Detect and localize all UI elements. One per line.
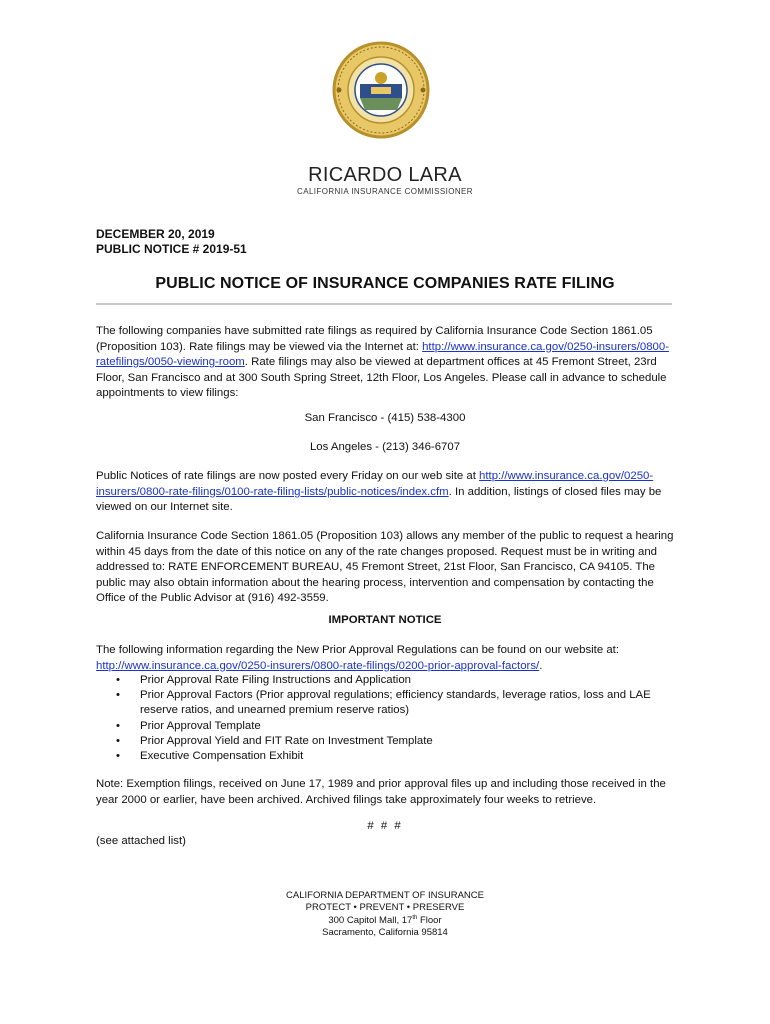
title-divider (96, 303, 672, 305)
list-item-label: Executive Compensation Exhibit (140, 750, 304, 763)
intro-paragraph (96, 324, 676, 402)
footer-street-text: 300 Capitol Mall, 17 (328, 915, 413, 927)
prior-approval-factors-link[interactable]: http://www.insurance.ca.gov/0250-insurers/0800-rate-filings/0200-prior-approval-factors/ (96, 659, 540, 672)
regulations-text-1: The following information regarding the New Prior Approval Regulations can be found on our website at: (96, 644, 620, 656)
notice-date: DECEMBER 20, 2019 (96, 227, 215, 241)
prior-approval-list (96, 673, 676, 764)
web-notices-text-1: Public Notices of rate filings are now posted every Friday on our web site at (96, 470, 480, 482)
list-item (96, 673, 676, 688)
regulations-paragraph (96, 643, 676, 674)
phone-los-angeles: Los Angeles - (213) 346-6707 (309, 441, 461, 453)
list-item (96, 749, 676, 764)
footer-city: Sacramento, California 95814 (322, 926, 448, 938)
footer-street-ordinal: th (412, 915, 418, 922)
intro-text-1: The following companies have submitted rate filings as required by California Insurance Code Section 1861.05 (Proposition 103). Rate filings may be viewed via the Internet at: (96, 325, 653, 353)
list-item-label: Prior Approval Yield and FIT Rate on Investment Template (140, 734, 433, 747)
footer-motto: PROTECT • PREVENT • PRESERVE (305, 901, 465, 913)
footer-address (0, 890, 770, 939)
web-notices-text-2: . In addition, listings of closed files may be viewed on our Internet site. (96, 485, 662, 513)
bullet-icon: • (116, 734, 120, 747)
regulations-text-2: . (539, 659, 543, 672)
footer-street-floor: Floor (417, 915, 442, 927)
section-end-marker: # # # (367, 820, 403, 832)
list-item-label: Prior Approval Factors (Prior approval regulations; efficiency standards, leverage ratios, loss and LAE reserve ratios, and unearned premium reserve ratios) (140, 689, 651, 717)
phone-san-francisco: San Francisco - (415) 538-4300 (304, 412, 466, 424)
web-notices-paragraph (96, 469, 676, 516)
bullet-icon: • (116, 689, 120, 702)
archive-note: Note: Exemption filings, received on June 17, 1989 and prior approval files up and including those received in the year 2000 or earlier, have been archived. Archived filings take approximately four weeks to retrieve. (96, 778, 666, 806)
list-item (96, 734, 676, 749)
intro-text-2: . Rate filings may also be viewed at department offices at 45 Fremont Street, 23rd Floor, San Francisco and at 300 South Spring Street, 12th Floor, Los Angeles. Please call in advance to schedule appointments to view filings: (96, 356, 667, 399)
viewing-room-link[interactable]: http://www.insurance.ca.gov/0250-insurers/0800-ratefilings/0050-viewing-room (96, 340, 670, 368)
bullet-icon: • (116, 719, 120, 732)
list-item-label: Prior Approval Template (140, 719, 261, 732)
list-item-label: Prior Approval Rate Filing Instructions and Application (140, 674, 411, 686)
notice-number: PUBLIC NOTICE # 2019-51 (96, 242, 247, 256)
important-notice-heading: IMPORTANT NOTICE (328, 614, 442, 626)
bullet-icon: • (116, 750, 120, 763)
attached-list-note: (see attached list) (96, 835, 186, 847)
page-title: PUBLIC NOTICE OF INSURANCE COMPANIES RATE FILING (155, 275, 615, 292)
commissioner-title: CALIFORNIA INSURANCE COMMISSIONER (297, 187, 473, 196)
commissioner-name: RICARDO LARA (308, 164, 462, 186)
list-item (96, 719, 676, 734)
hearing-paragraph: California Insurance Code Section 1861.05 (Proposition 103) allows any member of the public to request a hearing within 45 days from the date of this notice on any of the rate changes proposed. Request must be in writing and addressed to: RATE ENFORCEMENT BUREAU, 45 Fremont Street, 21st Floor, San Francisco, CA 94105. The public may also obtain information about the hearing process, intervention and compensation by contacting the Office of the Public Advisor at (916) 492-3559. (96, 530, 674, 604)
public-notices-link[interactable]: http://www.insurance.ca.gov/0250-insurers/0800-rate-filings/0100-rate-filing-lists/public-notices/index.cfm (96, 470, 654, 498)
footer-department: CALIFORNIA DEPARTMENT OF INSURANCE (286, 890, 484, 901)
california-insurance-seal-icon (331, 40, 431, 140)
bullet-icon: • (116, 674, 120, 686)
footer-street (0, 913, 770, 927)
list-item (96, 688, 676, 718)
